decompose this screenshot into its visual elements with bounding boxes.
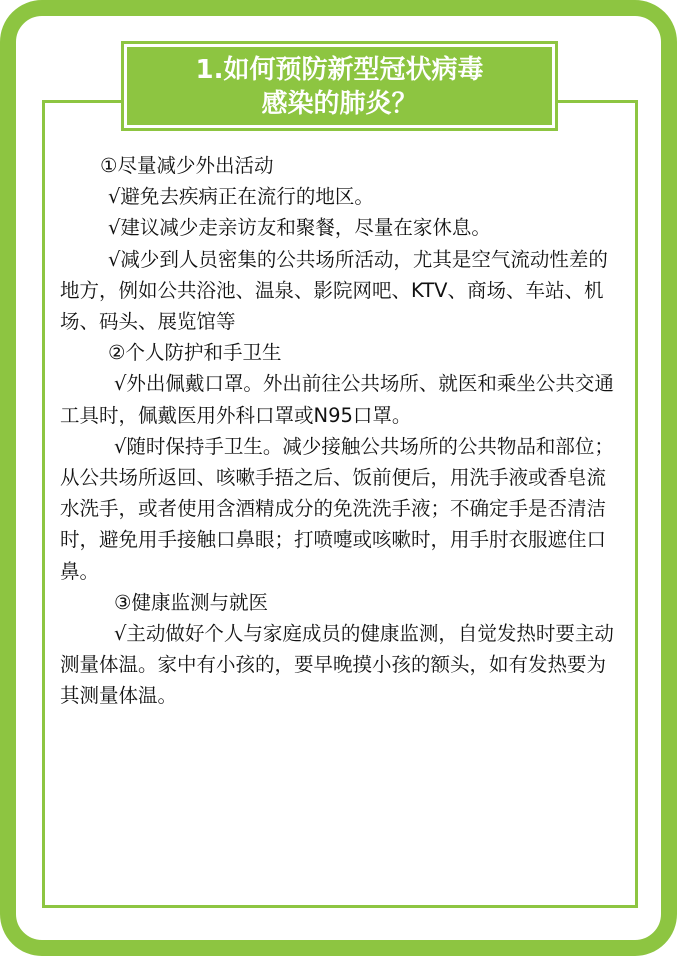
list-item: √主动做好个人与家庭成员的健康监测，自觉发热时要主动测量体温。家中有小孩的，要早晚摸小孩的额头，如有发热要为其测量体温。: [60, 622, 614, 708]
list-item: √随时保持手卫生。减少接触公共场所的公共物品和部位；从公共场所返回、咳嗽手捂之后、饭前便后，用洗手液或香皂流水洗手，或者使用含酒精成分的免洗洗手液；不确定手是否清洁时，避免用手接触口鼻眼；打喷嚏或咳嗽时，用手肘衣服遮住口鼻。: [60, 434, 614, 583]
section-heading: ①尽量减少外出活动: [100, 154, 274, 177]
list-item: √避免去疾病正在流行的地区。: [108, 185, 374, 209]
list-item: √建议减少走亲访友和聚餐，尽量在家休息。: [108, 216, 491, 240]
title-line-1: 1.如何预防新型冠状病毒: [195, 55, 484, 85]
section-heading: ②个人防护和手卫生: [108, 341, 282, 365]
section-heading: ③健康监测与就医: [114, 590, 268, 614]
list-item: √减少到人员密集的公共场所活动，尤其是空气流动性差的地方，例如公共浴池、温泉、影院网吧、KTV、商场、车站、机场、码头、展览馆等: [60, 247, 608, 334]
title-line-2: 感染的肺炎？: [261, 89, 418, 119]
list-item: √外出佩戴口罩。外出前往公共场所、就医和乘坐公共交通工具时，佩戴医用外科口罩或N95口罩。: [60, 372, 614, 427]
article-body: [60, 150, 622, 712]
title-banner: [124, 44, 555, 128]
